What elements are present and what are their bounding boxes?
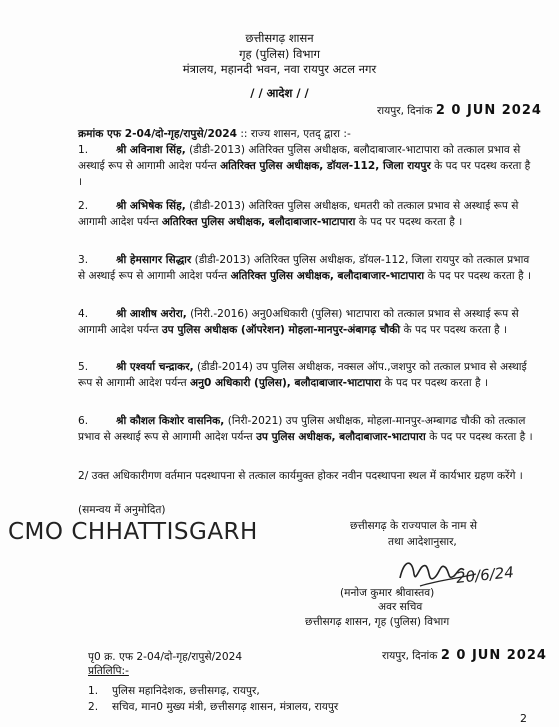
signatory-department: छत्तीसगढ़ शासन, गृह (पुलिस) विभाग (305, 616, 450, 628)
item-text-end: के पद पर पदस्थ करता है । (355, 216, 463, 228)
order-item (78, 359, 533, 391)
signatory-name: (मनोज कुमार श्रीवास्तव) (340, 587, 435, 599)
signature-authority-line2: तथा आदेशानुसार, (388, 536, 457, 548)
recipient-item (88, 684, 260, 698)
recipient-item (88, 700, 338, 714)
item-number: 1. (78, 144, 89, 156)
item-number: 4. (78, 308, 89, 320)
posting: अतिरिक्त पुलिस अधीक्षक, डॉयल-112, जिला रायपुर (220, 160, 431, 172)
item-text: (डीडी-2014) उप पुलिस अधीक्षक, नक्सल ऑप.,जशपुर को तत्काल प्रभाव से अस्थाई रूप से आगामी आदेश पर्यन्त (78, 361, 527, 389)
item-number: 2. (78, 200, 89, 212)
date-prefix: रायपुर, दिनांक (382, 650, 438, 662)
posting: उप पुलिस अधीक्षक, बलौदाबाजार-भाटापारा (256, 431, 426, 443)
order-number: क्रमांक एफ 2-04/दो-गृह/रापुसे/2024 (78, 128, 237, 140)
officer-name: श्री अभिषेक सिंह, (116, 200, 186, 212)
signature-authority-line1: छत्तीसगढ़ के राज्यपाल के नाम से (350, 520, 478, 532)
officer-name: श्री एश्वर्या चन्द्राकर, (116, 361, 194, 373)
header-department: गृह (पुलिस) विभाग (239, 47, 320, 61)
item-number: 5. (78, 361, 89, 373)
posting: अतिरिक्त पुलिस अधीक्षक, बलौदाबाजार-भाटापारा (161, 216, 356, 228)
item-text-end: के पद पर पदस्थ करता है । (425, 431, 533, 443)
signature-date: 20/6/24 (455, 563, 515, 587)
officer-name: श्री आशीष अरोरा, (116, 308, 187, 320)
date-stamp: 2 0 JUN 2024 (435, 103, 542, 118)
item-text: (डीडी-2013) अतिरिक्त पुलिस अधीक्षक, डॉयल-112, जिला रायपुर को तत्काल प्रभाव से अस्थाई रूप से आगामी आदेश पर्यन्त (78, 254, 530, 282)
recipient-text: पुलिस महानिदेशक, छत्तीसगढ़, रायपुर, (112, 685, 260, 697)
order-item (78, 306, 533, 338)
date-top (377, 103, 542, 118)
item-text: (डीडी-2013) अतिरिक्त पुलिस अधीक्षक, बलौदाबाजार-भाटापारा को तत्काल प्रभाव से अस्थाई रूप से आगामी आदेश पर्यन्त (78, 144, 521, 172)
item-text: (निरी.-2016) अनु0अधिकारी (पुलिस) भाटापारा को तत्काल प्रभाव से अस्थाई रूप से आगामी आदेश पर्यन्त (78, 308, 519, 336)
date-stamp: 2 0 JUN 2024 (440, 648, 547, 663)
para-relieving: 2/ उक्त अधिकारीगण वर्तमान पदस्थापना से तत्काल कार्यमुक्त होकर नवीन पदस्थापना स्थल में कार्यभार ग्रहण करेंगे । (78, 470, 523, 482)
cmo-watermark: CMO CHHATTISGARH (8, 519, 258, 545)
endorsement-date (382, 648, 547, 663)
recipient-number: 2. (88, 701, 99, 713)
officer-name: श्री हेमसागर सिद्धार (116, 254, 192, 266)
copy-to-label: प्रतिलिपि:- (88, 665, 129, 677)
item-text-end: के पद पर पदस्थ करता है । (424, 270, 532, 282)
order-item (78, 413, 533, 445)
item-text: (डीडी-2013) अतिरिक्त पुलिस अधीक्षक, धमतरी को तत्काल प्रभाव से अस्थाई रूप से आगामी आदेश पर्यन्त (78, 200, 519, 228)
recipient-number: 1. (88, 685, 99, 697)
item-text: (निरी-2021) उप पुलिस अधीक्षक, मोहला-मानपुर-अम्बागढ चौकी को तत्काल प्रभाव से अस्थाई रूप से आगामी आदेश पर्यन्त (78, 415, 526, 443)
header-government: छत्तीसगढ़ शासन (245, 31, 314, 45)
order-title: / / आदेश / / (250, 86, 309, 100)
order-preamble: :: राज्य शासन, एतद् द्वारा :- (236, 128, 351, 140)
header-address: मंत्रालय, महानदी भवन, नवा रायपुर अटल नगर (182, 62, 377, 76)
posting: अतिरिक्त पुलिस अधीक्षक, बलौदाबाजार-भाटापारा (230, 270, 425, 282)
recipient-text: सचिव, मान0 मुख्य मंत्री, छत्तीसगढ़ शासन, मंत्रालय, रायपुर (112, 701, 339, 713)
page-number: 2 (520, 712, 527, 725)
signatory-designation: अवर सचिव (378, 601, 423, 613)
order-item (78, 142, 533, 190)
officer-name: श्री अविनाश सिंह, (116, 144, 186, 156)
item-text-end: के पद पर पदस्थ करता है । (78, 160, 531, 188)
officer-name: श्री कौशल किशोर वासनिक, (116, 415, 225, 427)
order-item (78, 198, 533, 230)
order-reference (78, 127, 351, 141)
endorsement-ref: पृ0 क्र. एफ 2-04/दो-गृह/रापुसे/2024 (88, 651, 243, 663)
item-number: 6. (78, 415, 89, 427)
item-number: 3. (78, 254, 89, 266)
posting: उप पुलिस अधीक्षक (ऑपरेशन) मोहला-मानपुर-अंबागढ़ चौकी (161, 324, 401, 336)
order-item (78, 252, 533, 284)
item-text-end: के पद पर पदस्थ करता है । (400, 324, 508, 336)
posting: अनु0 अधिकारी (पुलिस), बलौदाबाजार-भाटापारा (189, 377, 382, 389)
item-text-end: के पद पर पदस्थ करता है । (381, 377, 489, 389)
date-prefix: रायपुर, दिनांक (377, 105, 433, 117)
approval-note: (समन्वय में अनुमोदित) (78, 504, 166, 516)
